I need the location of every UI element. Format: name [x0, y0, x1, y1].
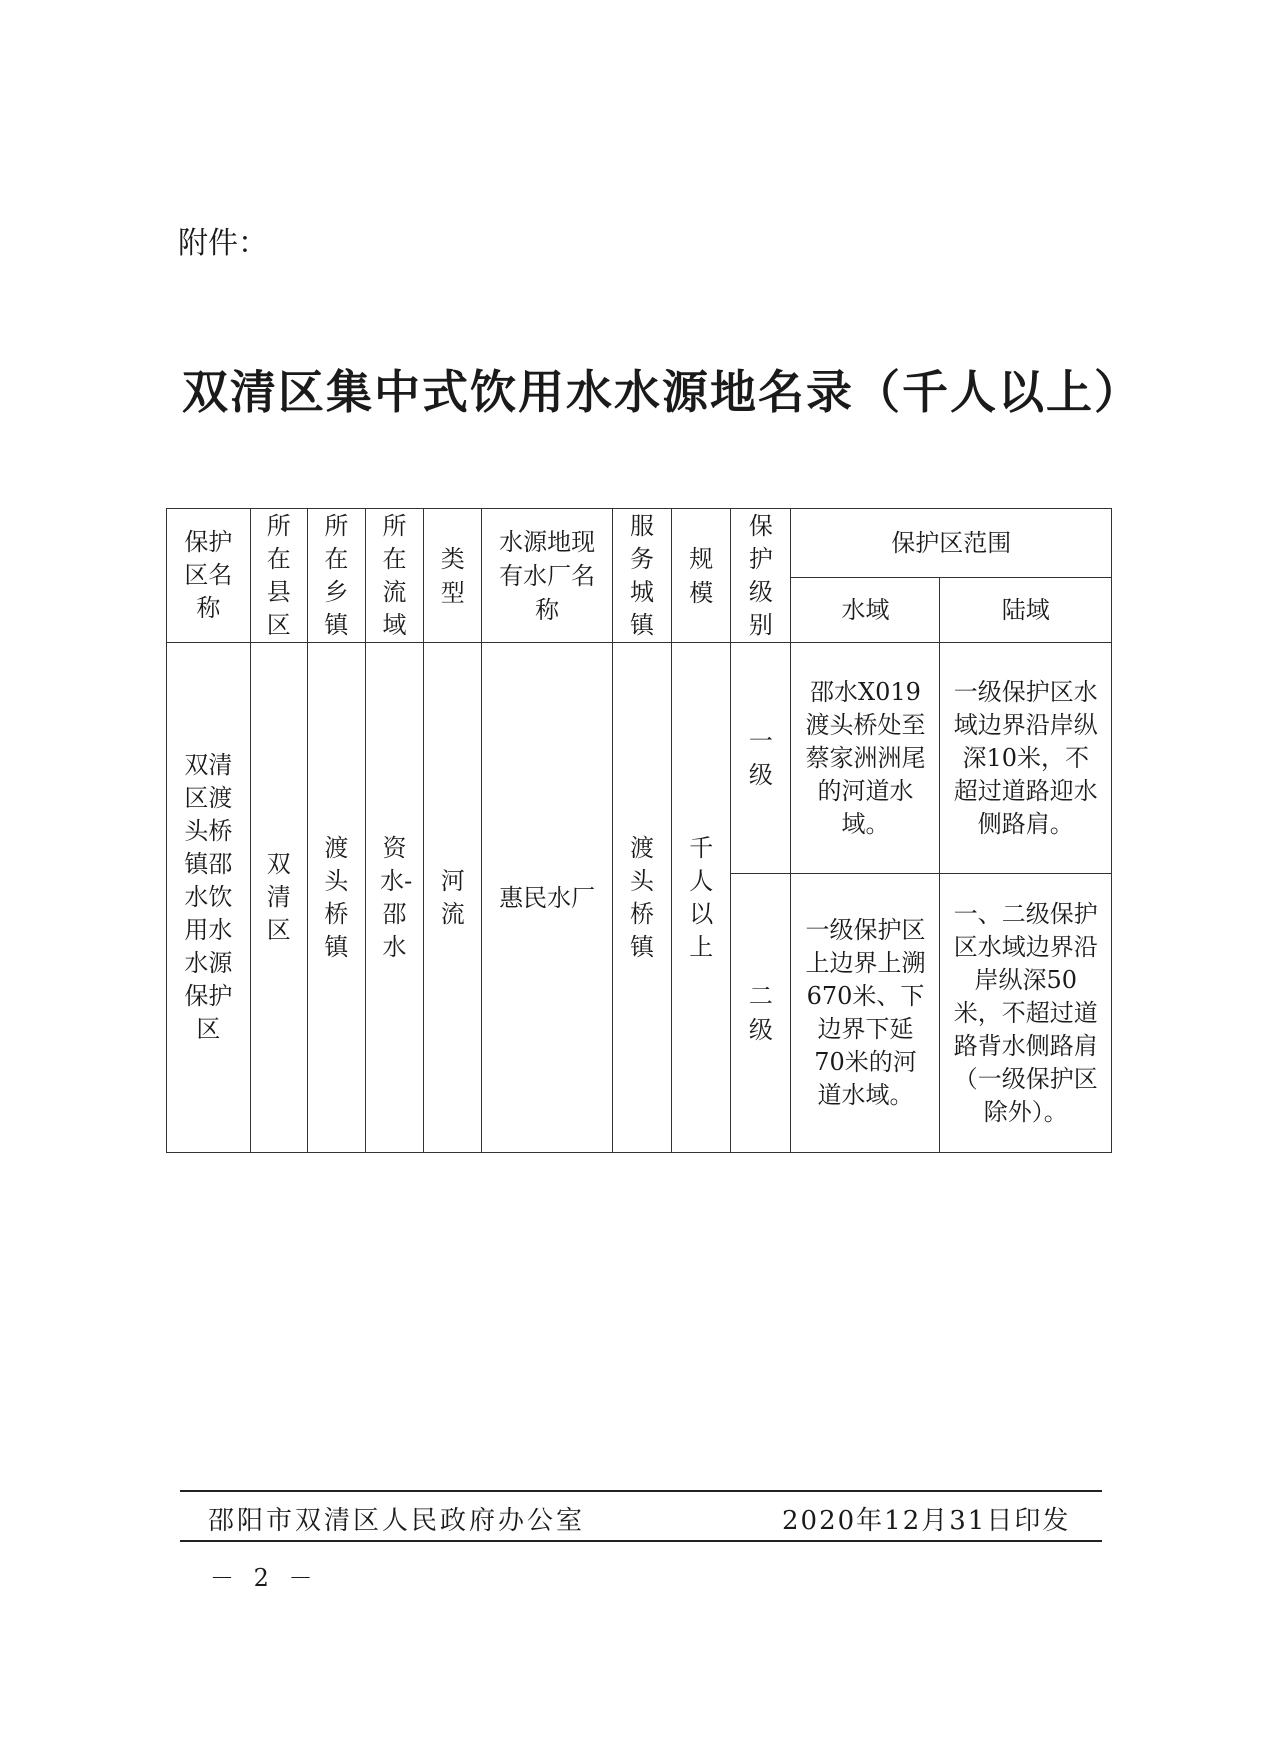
page-number: － 2 －: [210, 1564, 319, 1592]
cell-plant: 惠民水厂: [482, 643, 613, 1153]
header-plant: 水源地现有水厂名称: [482, 509, 613, 643]
attachment-label: 附件：: [178, 226, 268, 261]
cell-land-level-1: 一级保护区水域边界沿岸纵深10米，不超过道路迎水侧路肩。: [940, 643, 1112, 874]
cell-township: 渡头桥镇: [307, 643, 365, 1153]
cell-service-town: 渡头桥镇: [612, 643, 671, 1153]
cell-basin: 资水-邵水: [365, 643, 423, 1153]
cell-water-level-2: 一级保护区上边界上溯670米、下边界下延70米的河道水域。: [791, 874, 940, 1153]
header-basin: 所在流域: [365, 509, 423, 643]
cell-water-level-1: 邵水X019渡头桥处至蔡家洲洲尾的河道水域。: [791, 643, 940, 874]
header-type: 类型: [424, 509, 482, 643]
cell-level-2: 二级: [731, 874, 791, 1153]
footer-top-rule: [180, 1490, 1102, 1492]
header-protect-name: 保护区名称: [167, 509, 251, 643]
header-water: 水域: [791, 578, 940, 643]
document-title: 双清区集中式饮用水水源地名录（千人以上）: [182, 365, 1142, 419]
cell-level-1: 一级: [731, 643, 791, 874]
cell-land-level-2: 一、二级保护区水域边界沿岸纵深50米，不超过道路背水侧路肩（一级保护区除外）。: [940, 874, 1112, 1153]
header-scale: 规模: [672, 509, 731, 643]
header-level: 保护级别: [731, 509, 791, 643]
header-range: 保护区范围: [791, 509, 1112, 578]
cell-scale: 千人以上: [672, 643, 731, 1153]
footer-issuer: 邵阳市双清区人民政府办公室: [208, 1506, 586, 1536]
header-land: 陆域: [940, 578, 1112, 643]
footer-date: 2020年12月31日印发: [782, 1506, 1071, 1536]
cell-type: 河流: [424, 643, 482, 1153]
water-source-table: [166, 508, 1112, 1153]
header-township: 所在乡镇: [307, 509, 365, 643]
header-service-town: 服务城镇: [612, 509, 671, 643]
cell-protect-name: 双清区渡头桥镇邵水饮用水水源保护区: [167, 643, 251, 1153]
footer-bottom-rule: [180, 1540, 1102, 1542]
cell-county: 双清区: [250, 643, 307, 1153]
header-county: 所在县区: [250, 509, 307, 643]
